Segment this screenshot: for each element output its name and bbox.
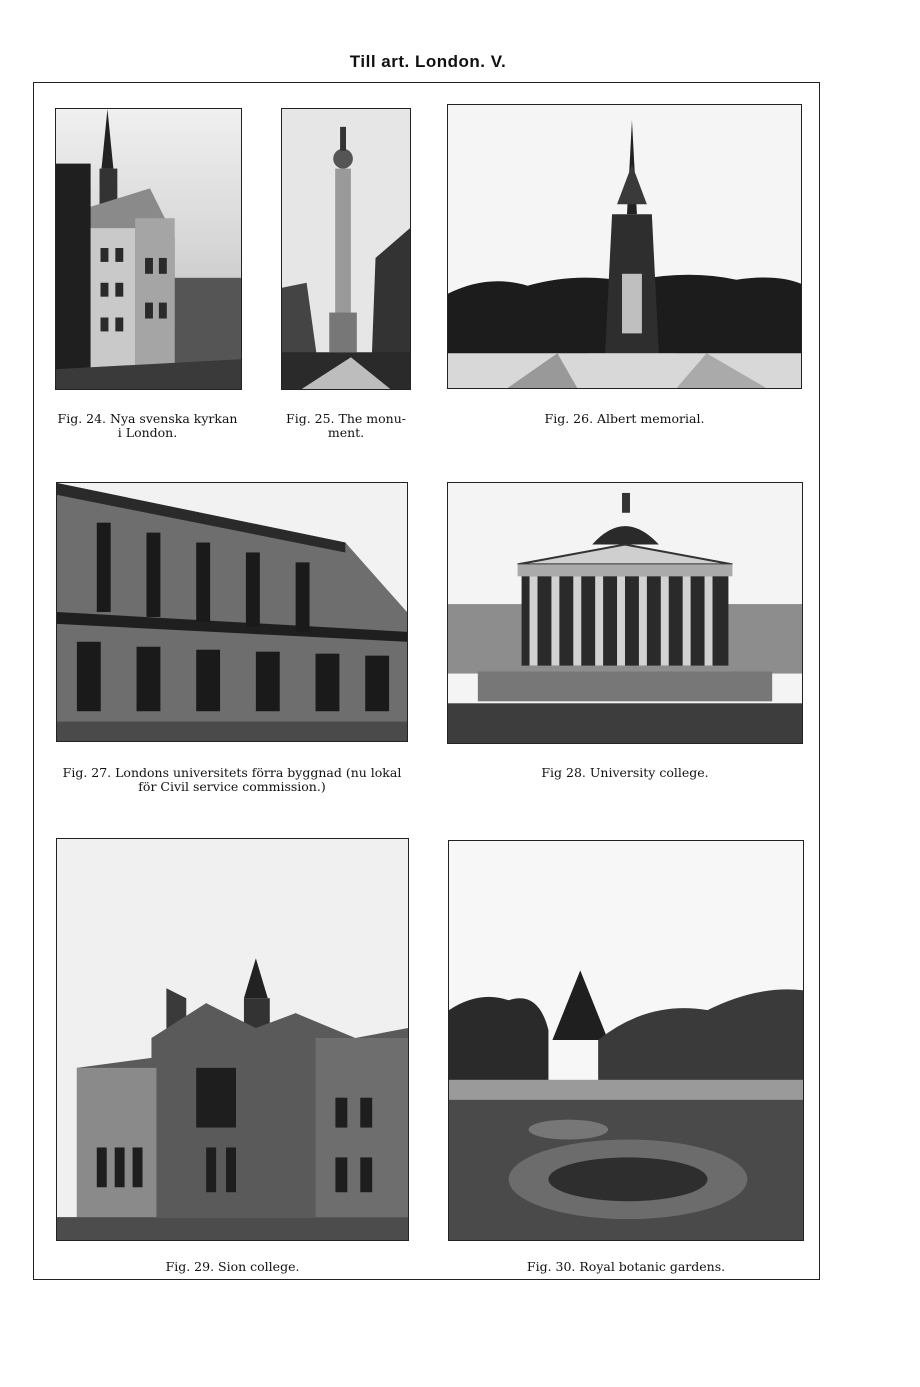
church-photo-icon	[55, 108, 242, 390]
figure-29-caption	[56, 1260, 409, 1274]
figure-29-caption-line1: Fig. 29. Sion college.	[165, 1259, 300, 1274]
figure-26-caption-line1: Fig. 26. Albert memorial.	[544, 411, 705, 426]
figure-25-caption-line2: ment.	[327, 425, 365, 440]
figure-30-caption-line1: Fig. 30. Royal botanic gardens.	[526, 1259, 726, 1274]
figure-28-caption	[447, 766, 803, 780]
figure-27-caption	[40, 766, 424, 794]
albert-memorial-photo-icon	[447, 104, 802, 389]
figure-25-caption-line1: Fig. 25. The monu-	[286, 411, 406, 426]
figure-28-caption-line1: Fig 28. University college.	[541, 765, 709, 780]
garden-photo-icon	[448, 840, 804, 1241]
figure-24-caption-line2: i London.	[117, 425, 178, 440]
page-title: Till art. London. V.	[349, 52, 507, 71]
figure-27-caption-line2: för Civil service commission.)	[138, 779, 326, 794]
figure-27-caption-line1: Fig. 27. Londons universitets förra byggnad (nu lokal	[62, 765, 402, 780]
gothic-college-photo-icon	[56, 838, 409, 1241]
figure-25-caption	[272, 412, 420, 440]
figure-26-caption	[447, 412, 802, 426]
figure-24-caption	[50, 412, 245, 440]
portico-dome-photo-icon	[447, 482, 803, 744]
figure-24-caption-line1: Fig. 24. Nya svenska kyrkan	[57, 411, 238, 426]
monument-column-photo-icon	[281, 108, 411, 390]
palace-facade-photo-icon	[56, 482, 408, 742]
figure-30-caption	[448, 1260, 804, 1274]
